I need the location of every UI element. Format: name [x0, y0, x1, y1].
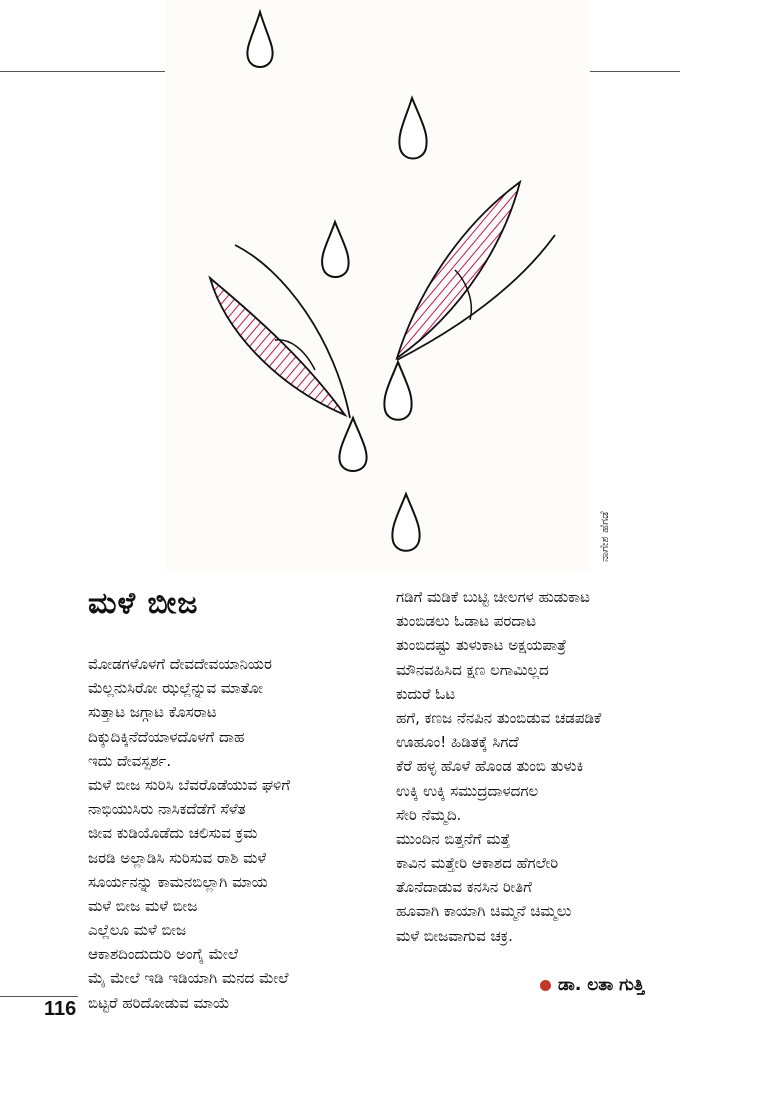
poem-line: ಮೈ ಮೇಲೆ ಇಡಿ ಇಡಿಯಾಗಿ ಮನದ ಮೇಲೆ: [88, 969, 289, 988]
bottom-rule: [0, 996, 78, 997]
drops-and-seeds-drawing: [165, 0, 590, 572]
poem-line: ಕಾವಿನ ಮತ್ತೇರಿ ಆಕಾಶದ ಹೆಗಲೇರಿ: [396, 854, 559, 873]
poem-line: ಸುತ್ತಾಟ ಜಗ್ಗಾಟ ಕೊಸರಾಟ: [88, 703, 217, 722]
author-name: ಡಾ. ಲತಾ ಗುತ್ತಿ: [558, 975, 645, 995]
poem-line: ತುಂಬಿಡಲು ಓಡಾಟ ಪರದಾಟ: [396, 612, 537, 631]
poem-line: ಸೂರ್ಯನನ್ನು ಕಾಮನಬಿಲ್ಲಾಗಿ ಮಾಯ: [88, 872, 268, 891]
poem-line: ಬಿಟ್ಟರೆ ಹರಿದೋಡುವ ಮಾಯೆ: [88, 993, 230, 1012]
poem-line: ಜೀವ ಕುಡಿಯೊಡೆದು ಚಲಿಸುವ ಕ್ರಮ: [88, 824, 258, 843]
poem-line: ಮೆಲ್ಲನುಸಿರೋ ಝಲ್ಲೆನ್ನುವ ಮಾತೋ: [88, 679, 263, 698]
poem-title: ಮಳೆ ಬೀಜ: [88, 586, 199, 621]
poem-line: ಜರಡಿ ಅಲ್ಲಾಡಿಸಿ ಸುರಿಸುವ ರಾಶಿ ಮಳೆ: [88, 848, 267, 867]
poem-line: ಮಳೆ ಬೀಜ ಸುರಿಸಿ ಬೆವರೊಡೆಯುವ ಘಳಿಗೆ: [88, 775, 291, 794]
poem-line: ಹಗೆ, ಕಣಜ ನೆನಪಿನ ತುಂಬಿಡುವ ಚಡಪಡಿಕೆ: [396, 708, 602, 727]
rain-seed-illustration: [165, 0, 590, 572]
poem-line: ನಾಭಿಯುಸಿರು ನಾಸಿಕದೆಡೆಗೆ ಸೆಳೆತ: [88, 800, 246, 819]
author-byline: [540, 975, 644, 995]
illustration-credit-wrap: [598, 492, 614, 562]
poem-line: ಎಲ್ಲೆಲೂ ಮಳೆ ಬೀಜ: [88, 921, 187, 940]
poem-line: ತುಂಬಿದಷ್ಟು ತುಳುಕಾಟ ಅಕ್ಷಯಪಾತ್ರೆ: [396, 636, 567, 655]
poem-line: ಮಳೆ ಬೀಜವಾಗುವ ಚಕ್ರ.: [396, 926, 513, 945]
poem-line: ಹೂವಾಗಿ ಕಾಯಾಗಿ ಚಿಮ್ಮನೆ ಚಿಮ್ಮಲು: [396, 902, 572, 921]
poem-line: ಮೌನವಹಿಸಿದ ಕ್ಷಣ ಲಗಾಮಿಲ್ಲದ: [396, 660, 549, 679]
poem-left-column: [88, 652, 378, 1015]
poem-line: ಗಡಿಗೆ ಮಡಿಕೆ ಬುಟ್ಟಿ ಚೀಲಗಳ ಹುಡುಕಾಟ: [396, 588, 590, 606]
poem-line: ಕೆರೆ ಹಳ್ಳ ಹೊಳೆ ಹೊಂಡ ತುಂಬಿ ತುಳುಕಿ: [396, 757, 584, 776]
poem-line: ದಿಕ್ಕುದಿಕ್ಕಿನೆದೆಯಾಳದೊಳಗೆ ದಾಹ: [88, 727, 245, 746]
poem-line: ಕುದುರೆ ಓಟ: [396, 684, 456, 703]
poem-line: ಉಕ್ಕಿ ಉಕ್ಕಿ ಸಮುದ್ರದಾಳದಗಲ: [396, 781, 539, 800]
poem-right-column: [396, 585, 686, 948]
poem-line: ಸೇರಿ ನೆಮ್ಮದಿ.: [396, 805, 462, 824]
poem-line: ತೊನೆದಾಡುವ ಕನಸಿನ ರೀತಿಗೆ: [396, 878, 532, 897]
illustration-credit: ನಾಗೇಶ ಹೆಗಡೆ: [598, 511, 611, 562]
bullet-icon: [540, 980, 551, 991]
poem-line: ಮಳೆ ಬೀಜ ಮಳೆ ಬೀಜ: [88, 896, 198, 915]
poem-line: ಇದು ದೇವಸ್ಪರ್ಶ.: [88, 751, 172, 770]
poem-line: ಆಕಾಶದಿಂದುದುರಿ ಅಂಗೈ ಮೇಲೆ: [88, 945, 239, 964]
page-number: 116: [44, 998, 77, 1020]
poem-line: ಮುಂದಿನ ಬಿತ್ತನೆಗೆ ಮತ್ತೆ: [396, 829, 511, 848]
poem-line: ಮೋಡಗಳೊಳಗೆ ದೇವದೇವಯಾನಿಯರ: [88, 655, 272, 673]
poem-line: ಊಹೂಂ! ಹಿಡಿತಕ್ಕೆ ಸಿಗದೆ: [396, 733, 519, 752]
